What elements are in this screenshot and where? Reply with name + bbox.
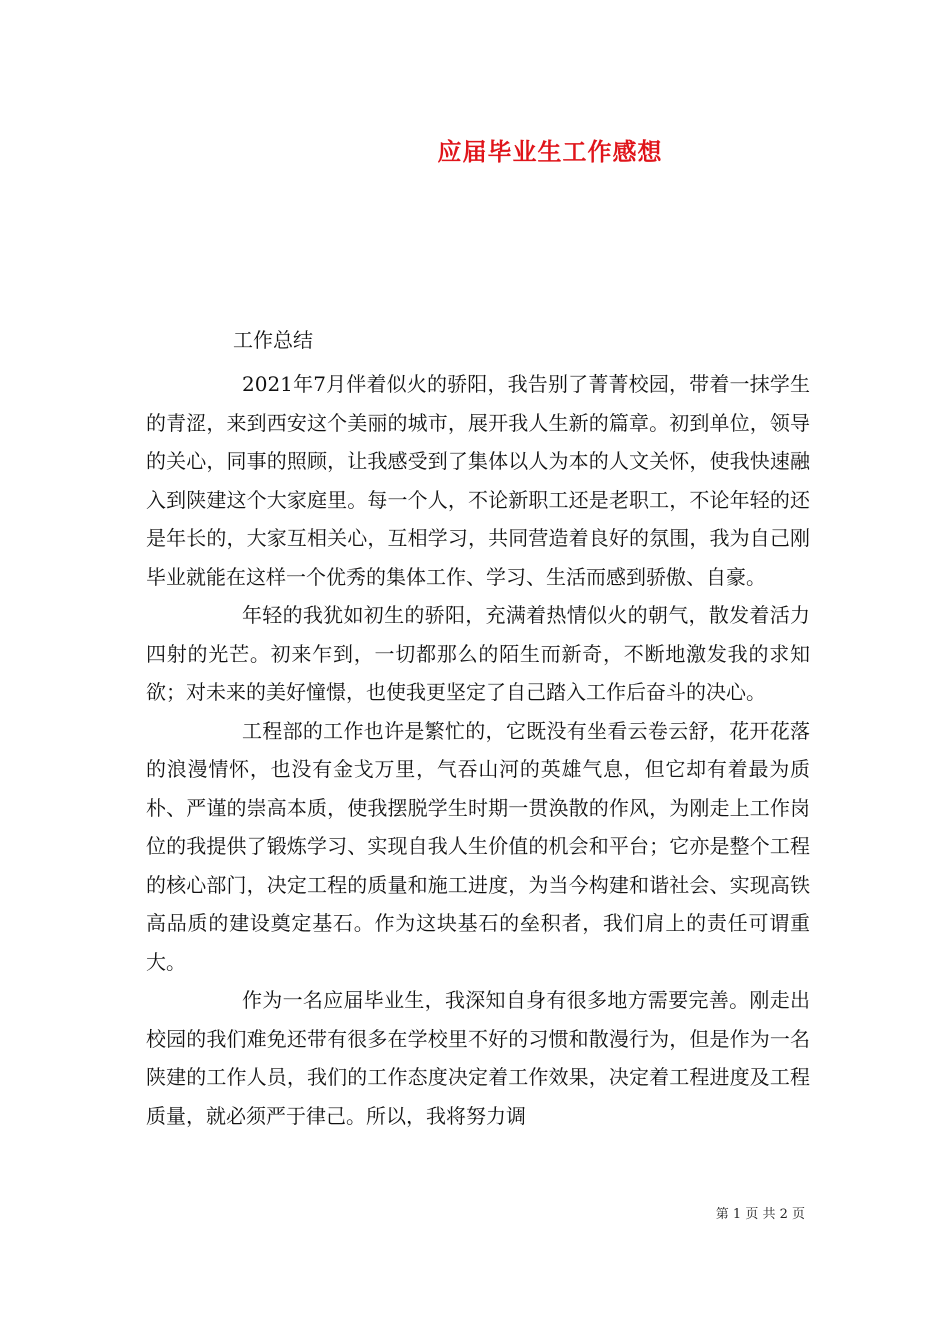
section-label: 工作总结 [233, 328, 313, 352]
paragraph: 工程部的工作也许是繁忙的，它既没有坐看云卷云舒，花开花落的浪漫情怀，也没有金戈万里，气吞山河的英雄气息，但它却有着最为质朴、严谨的崇高本质，使我摆脱学生时期一贯涣散的作风，为刚走上工作岗位的我提供了锻炼学习、实现自我人生价值的机会和平台；它亦是整个工程的核心部门，决定工程的质量和施工进度，为当今构建和谐社会、实现高铁高品质的建设奠定基石。作为这块基石的垒积者，我们肩上的责任可谓重大。 [146, 718, 810, 974]
page-number: 第 1 页 共 2 页 [715, 1207, 805, 1222]
paragraph: 2021年7月伴着似火的骄阳，我告别了菁菁校园，带着一抹学生的青涩，来到西安这个美丽的城市，展开我人生新的篇章。初到单位，领导的关心，同事的照顾，让我感受到了集体以人为本的人文关怀，使我快速融入到陕建这个大家庭里。每一个人，不论新职工还是老职工，不论年轻的还是年长的，大家互相关心，互相学习，共同营造着良好的氛围，我为自己刚毕业就能在这样一个优秀的集体工作、学习、生活而感到骄傲、自豪。 [146, 372, 810, 589]
body-text [146, 365, 810, 1135]
paragraph: 作为一名应届毕业生，我深知自身有很多地方需要完善。刚走出校园的我们难免还带有很多在学校里不好的习惯和散漫行为，但是作为一名陕建的工作人员，我们的工作态度决定着工作效果，决定着工程进度及工程质量，就必须严于律己。所以，我将努力调 [146, 988, 810, 1128]
paragraph: 年轻的我犹如初生的骄阳，充满着热情似火的朝气，散发着活力四射的光芒。初来乍到，一切都那么的陌生而新奇，不断地激发我的求知欲；对未来的美好憧憬，也使我更坚定了自己踏入工作后奋斗的决心。 [146, 603, 810, 704]
document-title: 应届毕业生工作感想 [437, 137, 663, 166]
